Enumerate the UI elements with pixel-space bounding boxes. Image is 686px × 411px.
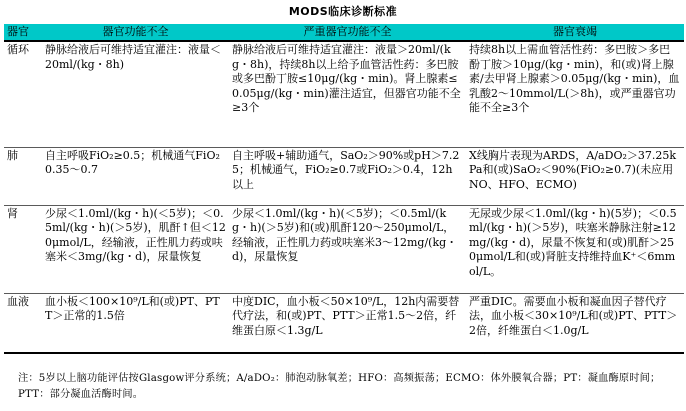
table-title: MODS临床诊断标准 <box>288 5 398 18</box>
dysfunction-cell: 静脉给液后可维持适宜灌注：液量＜20ml/(kg・8h) <box>42 41 229 147</box>
severe-cell: 少尿＜1.0ml/(kg・h)(＜5岁)；＜0.5ml/(kg・h)(＞5岁)和(或)肌酐120～250μmol/L，经输液，正性肌力药或呋塞米3～12mg/(kg・d)，尿量恢复 <box>229 205 466 293</box>
header-organ: 器官 <box>7 25 29 38</box>
failure-cell: 持续8h以上需血管活性药：多巴胺＞多巴酚丁胺＞10μg/(kg・min)，和(或)肾上腺素/去甲肾上腺素＞0.05μg/(kg・min)，血乳酸2～10mmol/L(＞8h)，或严重器官功能不全≥3个 <box>466 41 684 147</box>
table-footnote: 注：5岁以上脑功能评估按Glasgow评分系统；A/aDO₂：肺泡动脉氧差；HFO：高频振荡；ECMO：体外膜氧合器；PT：凝血酶原时间；PTT：部分凝血活酶时间。 <box>18 373 661 400</box>
table-header-row <box>4 24 684 41</box>
header-failure: 器官衰竭 <box>553 25 597 38</box>
table-row-kidney <box>4 205 684 293</box>
table-row-circulation <box>4 41 684 147</box>
table-row-blood <box>4 293 684 353</box>
mods-criteria-table <box>4 24 684 354</box>
header-dysfunction: 器官功能不全 <box>102 25 169 38</box>
organ-cell: 血液 <box>4 293 42 353</box>
organ-cell: 循环 <box>4 41 42 147</box>
dysfunction-cell: 少尿＜1.0ml/(kg・h)(＜5岁)；＜0.5ml/(kg・h)(＞5岁)，肌酐↑但＜120μmol/L，经输液，正性肌力药或呋塞米＜3mg/(kg・d)，尿量恢复 <box>42 205 229 293</box>
organ-cell: 肾 <box>4 205 42 293</box>
failure-cell: 无尿或少尿＜1.0ml/(kg・h)(5岁)；＜0.5ml/(kg・h)(＞5岁)，呋塞米静脉注射≥12mg/(kg・d)，尿量不恢复和(或)肌酐＞250μmol/L和(或)肾脏支持维持血K⁺＜6mmol/L。 <box>466 205 684 293</box>
severe-cell: 自主呼吸+辅助通气，SaO₂＞90%或pH＞7.25；机械通气，FiO₂≥0.7或FiO₂＞0.4，12h以上 <box>229 147 466 205</box>
header-severe-dysfunction: 严重器官功能不全 <box>303 25 392 38</box>
dysfunction-cell: 自主呼吸FiO₂≥0.5；机械通气FiO₂0.35～0.7 <box>42 147 229 205</box>
failure-cell: 严重DIC。需要血小板和凝血因子替代疗法，血小板＜30×10⁹/L和(或)PT、PTT＞2倍，纤维蛋白＜1.0g/L <box>466 293 684 353</box>
table-row-lung <box>4 147 684 205</box>
failure-cell: X线胸片表现为ARDS，A/aDO₂＞37.25kPa和(或)SaO₂＜90%(FiO₂≥0.7)(未应用NO、HFO、ECMO) <box>466 147 684 205</box>
severe-cell: 中度DIC，血小板＜50×10⁹/L，12h内需要替代疗法，和(或)PT、PTT＞正常1.5～2倍，纤维蛋白原＜1.3g/L <box>229 293 466 353</box>
severe-cell: 静脉给液后可维持适宜灌注：液量＞20ml/(kg・8h)，持续8h以上给予血管活性药：多巴胺或多巴酚丁胺≤10μg/(kg・min)。肾上腺素≤0.05μg/(kg・min)灌注适宜，但器官功能不全≥3个 <box>229 41 466 147</box>
dysfunction-cell: 血小板＜100×10⁹/L和(或)PT、PTT＞正常的1.5倍 <box>42 293 229 353</box>
organ-cell: 肺 <box>4 147 42 205</box>
